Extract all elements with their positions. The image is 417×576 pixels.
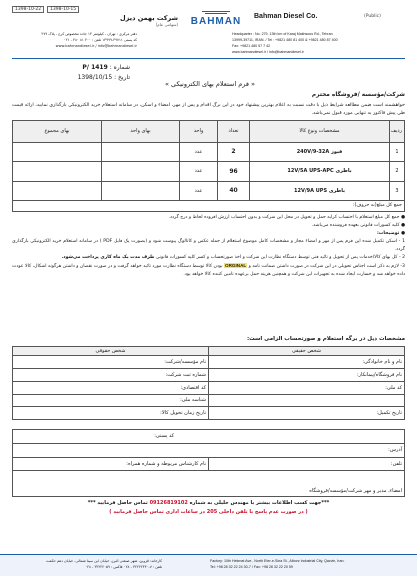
web-line: www.bahmandiesel.ir / info@bahmandiesel.ir <box>232 50 304 54</box>
row-unit-price-field[interactable] <box>102 162 180 182</box>
table-row <box>13 181 405 201</box>
notes-block <box>12 214 405 279</box>
total-row <box>13 201 405 212</box>
logo-text: BAHMAN <box>190 16 242 27</box>
sales-section-title: مشخصات ذیل در برگه استعلام و صورتحساب الزامی است: <box>246 336 405 342</box>
address-fa <box>12 31 137 49</box>
row-index: 2 <box>390 162 405 182</box>
col-header-unit: واحد <box>180 121 218 143</box>
hq-line: Headquarter : No. 279, 13th km of Karaj Makhsous Rd., Tehran <box>232 32 333 36</box>
col-header-qty: تعداد <box>218 121 250 143</box>
row-qty: 96 <box>218 162 250 182</box>
addressee: شرکت/مؤسسه /فروشگاه محترم <box>311 92 405 98</box>
date-box-1: 1398-10-22 <box>12 6 44 13</box>
contact-note <box>12 500 405 506</box>
field-shop-name[interactable]: نام فروشگاه/پیمانکار: <box>209 369 405 382</box>
date-label: تاریخ : <box>114 74 130 81</box>
company-name-fa: شرکت بهمن دیزل <box>119 14 178 22</box>
contact-phone: 09126819102 <box>149 500 188 506</box>
note-item-2-emphasis: ظرف مدت یک ماه کاری پرداخت می‌شود. <box>61 255 155 260</box>
note-bullet-2-text: کلیه کسورات قانونی بعهده فروشنده می‌باشد. <box>311 223 400 228</box>
sales-header-row <box>13 347 405 356</box>
field-full-name[interactable]: نام و نام خانوادگی: <box>209 356 405 369</box>
address-fa-line-2: کد پستی ۳۹۷۱۱-۱۳۹۹۹ تلفن : ۴۰۰ ۸۱ ۴۸۰ - ۰۲۱ <box>63 38 137 42</box>
footer-tel-fa: تلفن : ۷-۳۲۲۲۲۴۳۰ - ۰۲۸ فاکس : ۳۲۲۲۲۰۵۹ - ۰۲۸ <box>85 565 162 569</box>
row-desc: باطری 12V/5A UPS-APC <box>250 162 390 182</box>
col-header-total-price: بهای مجموع <box>13 121 102 143</box>
public-en: (Public) <box>364 14 381 19</box>
row-unit: عدد <box>180 142 218 162</box>
note-item-3-text-b: بودن کالا توسط دستگاه نظارت مورد تائید خواهد گرفت و در صورت نقصان و داشتن هرگونه اشکال، کالا عودت داده خواهد شد و خسارت ایجاد شده به تجهیزات این شرکت و همچنین هزینه حمل برعهده تامین کننده کالا خواهد بود. <box>12 264 405 277</box>
contact-table <box>12 429 405 497</box>
note-item-2-text: 2 - کل بهای کالا/خدمات پس از تحویل و تائید فنی توسط دستگاه نظارت این شرکت و اخذ صورتحساب و کسر کلیه کسورات قانونی <box>155 255 405 260</box>
notes-heading-text: توضیحات: <box>376 231 400 236</box>
row-index: 3 <box>390 181 405 201</box>
table-row <box>13 471 405 497</box>
form-title: « فرم استعلام بهای الکترونیکی » <box>165 80 255 88</box>
table-row <box>13 382 405 395</box>
note-bullet-1-text: جمع کل مبلغ استعلام با احتساب کرایه حمل و تحویل در محل این شرکت و بدون احتساب ارزش افزوده لحاظ و درج گردد. <box>168 215 400 220</box>
row-qty: 40 <box>218 181 250 201</box>
footer-factory-fa: کارخانه: قزوین، شهر صنعتی البرز، خیابان ابن سینا شمالی، خیابان دهم حکمت <box>46 559 162 563</box>
field-company-name[interactable]: نام مؤسسه/شرکت: <box>13 356 209 369</box>
items-header-row <box>13 121 405 143</box>
note-bullet-1: ● جمع کل مبلغ استعلام با احتساب کرایه حمل و تحویل در محل این شرکت و بدون احتساب ارزش افزوده لحاظ و درج گردد. <box>168 215 405 220</box>
table-row <box>13 443 405 457</box>
note-item-1: 1 - اسکن تکمیل شده این فرم پس از مهر و امضاء مجاز و مشخصات کامل موضوع استعلام از جمله عکس و کاتالوگ پیوست شود و (بصورت یک فایل PDF ) در سامانه استعلام خرید الکترونیکی بارگذاری گردد. <box>12 239 405 252</box>
date-value: 1398/10/15 <box>77 74 113 81</box>
field-national-code[interactable]: کد ملی: <box>209 382 405 395</box>
row-total-price-field[interactable] <box>13 181 102 201</box>
address-fa-line-1: دفتر مرکزی : تهران ، کیلومتر ۱۳ جاده مخصوص کرج ، پلاک ۲۷۹ <box>41 32 137 36</box>
row-desc: فیوز 240V/9-32A <box>250 142 390 162</box>
company-name-en: Bahman Diesel Co. <box>254 13 318 20</box>
footer-en <box>210 558 408 570</box>
col-header-legal-person: شخص حقوقی <box>13 347 209 356</box>
contact-note-prefix: ***جهت کسب اطلاعات بیشتر با مهندس خلیلی به شماره <box>189 500 330 506</box>
page-footer <box>0 554 417 576</box>
row-index: 1 <box>390 142 405 162</box>
field-phone[interactable]: تلفن: <box>209 457 405 471</box>
note-bullet-2: ● کلیه کسورات قانونی بعهده فروشنده می‌باشد. <box>311 223 405 228</box>
address-en <box>232 31 407 55</box>
table-row <box>13 430 405 444</box>
address-fa-line-3: www.bahmandiesel.ir / info@bahmandiesel.ir <box>55 44 137 48</box>
row-unit-price-field[interactable] <box>102 181 180 201</box>
row-qty: 2 <box>218 142 250 162</box>
table-row <box>13 395 405 407</box>
items-table <box>12 120 405 212</box>
table-row <box>13 162 405 182</box>
contact-note-suffix: تماس حاصل فرمایید *** <box>87 500 148 506</box>
field-address[interactable]: آدرس: <box>13 443 405 457</box>
footer-factory-en: Factory: 10th Hekmat Ave., North Eter-e-Sina St., Alborz Industrial City, Qazvin, Iran. <box>210 559 345 563</box>
contact-note-line-2: ( در صورت عدم پاسخ با تلفن داخلی 205 در ساعات اداری تماس حاصل فرمایید ) <box>109 509 308 515</box>
table-row <box>13 356 405 369</box>
field-completion-date[interactable]: تاریخ تکمیل: <box>209 407 405 420</box>
footer-tel-en: Tel: +98 28 32 22 24 30-7 / Fax: +98 28 32 22 20 59 <box>210 565 293 569</box>
row-unit: عدد <box>180 181 218 201</box>
footer-fa <box>12 558 162 570</box>
field-signature[interactable]: امضاء، مدیر و مهر شرکت/مؤسسه/فروشگاه <box>13 471 405 497</box>
col-header-row-number: ردیف <box>390 121 405 143</box>
number-value: P/ 1419 <box>82 64 108 71</box>
field-empty <box>209 395 405 407</box>
table-row <box>13 369 405 382</box>
row-unit-price-field[interactable] <box>102 142 180 162</box>
intro-text: خواهشمند است ضمن مطالعه شرایط ذیل با دقت نسبت به اعلام بهترین پیشنهاد خود در این برگ اقدام و پس از مهر، امضاء و اسکن، در سامانه استعلام خرید الکترونیکی بارگذاری نمایید، ارائه قیمت طی پیش فاکتور به تنهایی مورد قبول نمی‌باشد. <box>12 103 405 116</box>
notes-heading: ● توضیحات: <box>376 231 405 236</box>
field-expert-name[interactable]: نام کارشناس مربوطه و شماره همراه: <box>13 457 209 471</box>
field-national-id[interactable]: شناسه ملی: <box>13 395 209 407</box>
row-total-price-field[interactable] <box>13 162 102 182</box>
note-item-3 <box>12 262 405 279</box>
row-total-price-field[interactable] <box>13 142 102 162</box>
logo-mark-icon <box>202 11 230 15</box>
postal-line: 13999-39711, IRAN. / Tel : +9821 480 81 400 & +9821 480 87 400 <box>232 38 338 42</box>
field-economic-code[interactable]: کد اقتصادی: <box>13 382 209 395</box>
footer-divider <box>0 554 417 555</box>
sales-table <box>12 346 405 419</box>
note-item-3-text-a: 3- لازم به ذکر است اجناس تحویلی در این شرکت در صورت داشتن ضمانت نامه و <box>248 264 405 269</box>
col-header-desc: مشخصات ونوع کالا <box>250 121 390 143</box>
table-row <box>13 407 405 420</box>
number-label: شماره : <box>109 64 130 71</box>
field-registration-number[interactable]: شماره ثبت شرکت: <box>13 369 209 382</box>
public-fa: (سهامی عام) <box>155 22 178 27</box>
col-header-natural-person: شخص حقیقی <box>209 347 405 356</box>
col-header-unit-price: بهای واحد <box>102 121 180 143</box>
field-postal-code[interactable]: کد پستی: <box>13 430 405 444</box>
logo <box>186 11 246 31</box>
fax-line: Fax: +9821 480 57 7 42 <box>232 44 271 48</box>
total-label: جمع کل مبلغ(به حروف): <box>13 201 405 212</box>
note-item-2 <box>12 254 405 262</box>
table-row <box>13 457 405 471</box>
row-unit: عدد <box>180 162 218 182</box>
row-desc: باطری 12V/9A UPS <box>250 181 390 201</box>
date-box-2: 1398-10-15 <box>47 6 79 13</box>
original-highlight: ORGINAL <box>225 263 247 268</box>
field-delivery-date[interactable]: تاریخ زمان تحویل کالا: <box>13 407 209 420</box>
header-divider <box>12 58 405 59</box>
table-row <box>13 142 405 162</box>
